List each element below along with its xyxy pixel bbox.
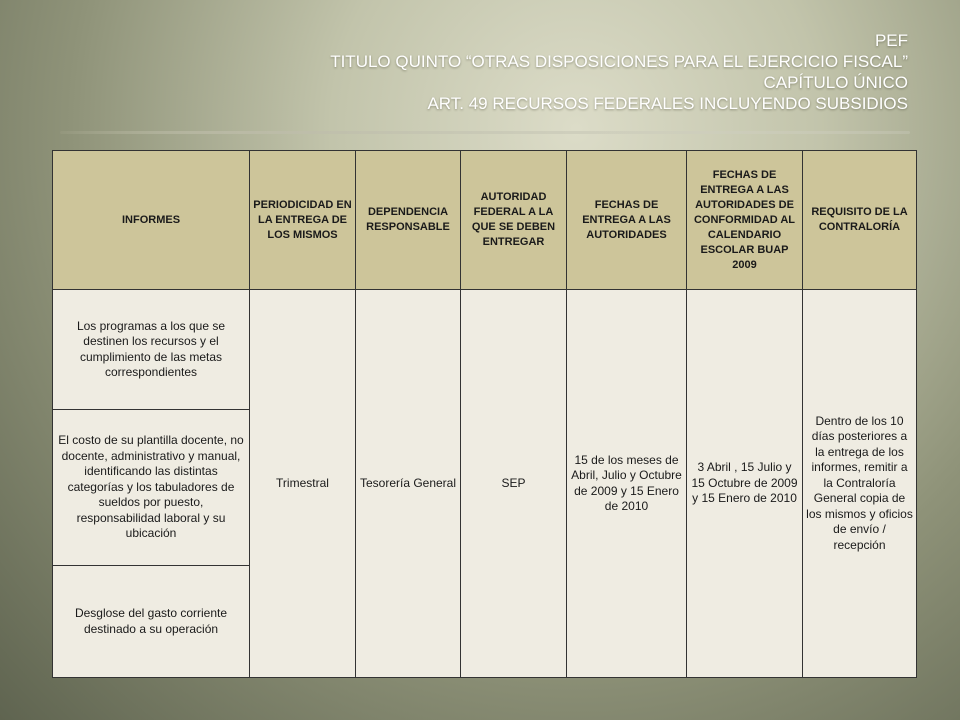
table-header-row <box>53 151 917 290</box>
cell-fechas-entrega: 15 de los meses de Abril, Julio y Octubre de 2009 y 15 Enero de 2010 <box>567 290 687 678</box>
header-fechas-buap: FECHAS DE ENTREGA A LAS AUTORIDADES DE CONFORMIDAD AL CALENDARIO ESCOLAR BUAP 2009 <box>687 151 803 290</box>
cell-periodicidad: Trimestral <box>250 290 356 678</box>
title-line-articulo: ART. 49 RECURSOS FEDERALES INCLUYENDO SUBSIDIOS <box>427 94 908 113</box>
title-line-pef: PEF <box>874 31 908 50</box>
header-fechas-entrega: FECHAS DE ENTREGA A LAS AUTORIDADES <box>567 151 687 290</box>
header-periodicidad: PERIODICIDAD EN LA ENTREGA DE LOS MISMOS <box>250 151 356 290</box>
title-line-capitulo: CAPÍTULO ÚNICO <box>763 73 908 92</box>
cell-informe-gasto: Desglose del gasto corriente destinado a su operación <box>53 566 250 678</box>
header-informes: INFORMES <box>53 151 250 290</box>
cell-requisito: Dentro de los 10 días posteriores a la entrega de los informes, remitir a la Contraloría General copia de los mismos y oficios de envío / recepción <box>803 290 917 678</box>
header-dependencia: DEPENDENCIA RESPONSABLE <box>356 151 461 290</box>
cell-fechas-buap: 3 Abril , 15 Julio y 15 Octubre de 2009 y 15 Enero de 2010 <box>687 290 803 678</box>
table-row <box>53 290 917 410</box>
cell-autoridad: SEP <box>461 290 567 678</box>
header-autoridad: AUTORIDAD FEDERAL A LA QUE SE DEBEN ENTREGAR <box>461 151 567 290</box>
header-requisito: REQUISITO DE LA CONTRALORÍA <box>803 151 917 290</box>
cell-informe-plantilla: El costo de su plantilla docente, no docente, administrativo y manual, identificando las distintas categorías y los tabuladores de sueldos por puesto, responsabilidad laboral y su ubicación <box>53 410 250 566</box>
requirements-table <box>52 150 917 678</box>
cell-dependencia: Tesorería General <box>356 290 461 678</box>
slide-title <box>48 30 908 114</box>
cell-informe-programas: Los programas a los que se destinen los recursos y el cumplimiento de las metas correspondientes <box>53 290 250 410</box>
title-line-titulo: TITULO QUINTO “OTRAS DISPOSICIONES PARA EL EJERCICIO FISCAL” <box>330 52 908 71</box>
title-divider <box>60 131 910 134</box>
